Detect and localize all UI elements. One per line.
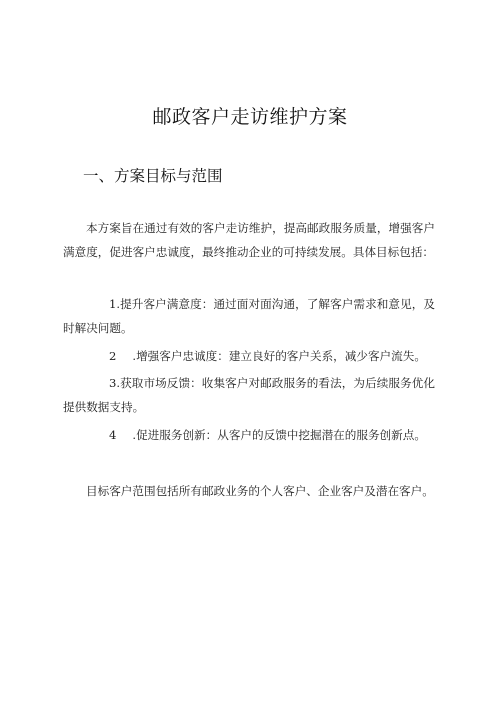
target-scope-paragraph: 目标客户范围包括所有邮政业务的个人客户、企业客户及潜在客户。 [86,484,434,498]
list-item [63,423,435,447]
list-item-text: .增强客户忠诚度：建立良好的客户关系，减少客户流失。 [132,349,426,363]
intro-paragraph: 本方案旨在通过有效的客户走访维护，提高邮政服务质量，增强客户满意度，促进客户忠诚度，最终推动企业的可持续发展。具体目标包括： [63,221,435,259]
list-item [63,371,435,419]
list-item [63,292,435,340]
list-item-text: .促进服务创新：从客户的反馈中挖掘潜在的服务创新点。 [132,428,426,442]
list-item-text: .获取市场反馈：收集客户对邮政服务的看法，为后续服务优化提供数据支持。 [63,376,435,414]
list-item-number: 4 [109,428,117,442]
list-item-number: 2 [109,349,117,363]
list-item-number: 3 [109,376,117,390]
list-item [63,344,435,368]
list-item-text: .提升客户满意度：通过面对面沟通，了解客户需求和意见，及时解决问题。 [63,297,435,335]
list-item-number: 1 [109,297,117,311]
section-heading: 一、方案目标与范围 [83,167,223,185]
document-title: 邮政客户走访维护方案 [152,106,348,128]
